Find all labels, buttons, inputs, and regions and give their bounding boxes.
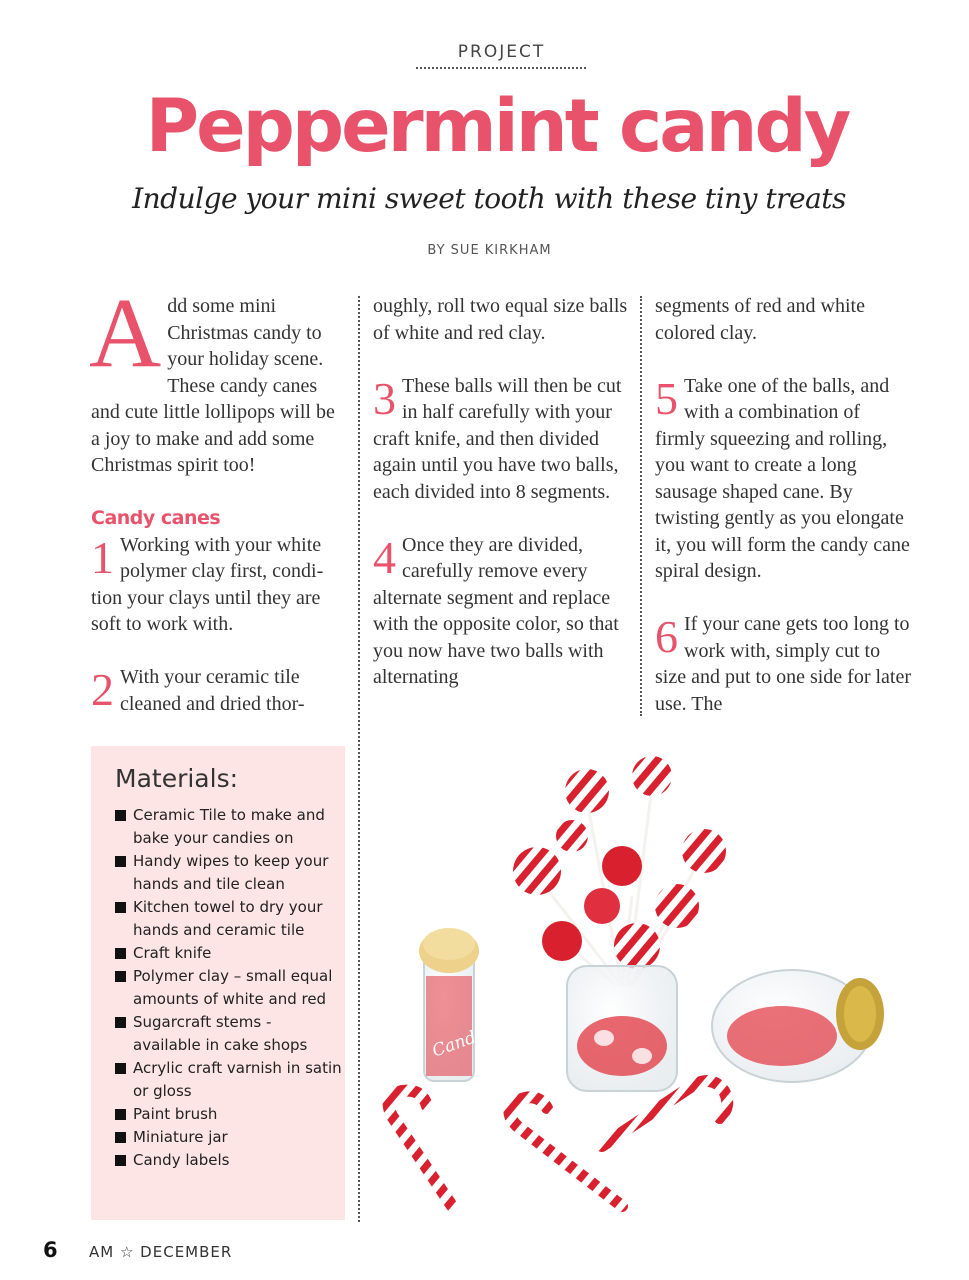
step-2-continued: oughly, roll two equal size balls of white and red clay.	[373, 295, 628, 344]
candy-photo	[372, 746, 932, 1220]
step-6	[655, 611, 913, 717]
materials-item: Handy wipes to keep your hands and tile clean	[114, 850, 343, 896]
section-rule	[416, 67, 586, 69]
step-3	[373, 373, 631, 506]
materials-item: Polymer clay – small equal amounts of white and red	[114, 965, 343, 1011]
step-4-continued: segments of red and white colored clay.	[655, 295, 865, 344]
materials-item: Paint brush	[114, 1103, 343, 1126]
center-jar	[567, 966, 677, 1091]
page-number: 6	[43, 1238, 58, 1262]
article-title: Peppermint candy	[145, 84, 849, 169]
step-1	[91, 532, 347, 638]
column-2	[373, 293, 631, 691]
step-number: 4	[373, 531, 396, 583]
materials-item: Miniature jar	[114, 1126, 343, 1149]
step-number: 1	[91, 531, 114, 583]
materials-item: Ceramic Tile to make and bake your candies on	[114, 804, 343, 850]
step-5	[655, 373, 913, 585]
step-text: With your ceramic tile cleaned and dried thor-	[120, 666, 305, 715]
drop-cap: A	[89, 277, 162, 388]
footer-text: AM ☆ DECEMBER	[89, 1243, 233, 1261]
step-text: These balls will then be cut in half carefully with your craft knife, and then divided again until you have two balls, each divided into 8 segments.	[373, 374, 622, 503]
lollipop	[614, 923, 660, 969]
intro-paragraph	[89, 277, 347, 479]
right-jar	[712, 970, 884, 1082]
lollipops	[513, 756, 726, 969]
step-number: 3	[373, 372, 396, 424]
step-number: 6	[655, 611, 678, 662]
article-subtitle: Indulge your mini sweet tooth with these tiny treats	[132, 182, 846, 215]
flower-lollipop	[584, 888, 620, 924]
section-heading: Candy canes	[91, 507, 221, 529]
materials-list	[114, 804, 343, 1172]
column-divider	[358, 296, 360, 1222]
candy-canes	[389, 1081, 728, 1206]
lollipop	[682, 829, 726, 873]
jar-label: Candy Cane	[429, 1007, 535, 1062]
column-divider	[640, 296, 642, 716]
intro-text: dd some mini Christmas candy to your holiday scene. These candy canes and cute little lollipops will be a joy to make and add some Christmas spirit too!	[91, 295, 335, 476]
lollipop	[513, 847, 561, 895]
step-4	[373, 532, 631, 691]
materials-box	[91, 746, 345, 1220]
lollipop	[556, 820, 588, 852]
column-3	[655, 293, 913, 717]
materials-title: Materials:	[115, 764, 239, 793]
step-2	[91, 664, 347, 717]
byline: BY SUE KIRKHAM	[427, 243, 552, 258]
section-label: PROJECT	[457, 42, 546, 62]
lollipop	[565, 769, 609, 813]
materials-item: Craft knife	[114, 942, 343, 965]
step-text: If your cane gets too long to work with, simply cut to size and put to one side for later use. The	[655, 613, 912, 715]
flower-lollipop	[542, 921, 582, 961]
materials-item: Candy labels	[114, 1149, 343, 1172]
materials-item: Kitchen towel to dry your hands and ceramic tile	[114, 896, 343, 942]
lollipop	[655, 884, 699, 928]
step-number: 2	[91, 664, 114, 715]
column-1	[89, 277, 347, 717]
materials-item: Sugarcraft stems - available in cake shops	[114, 1011, 343, 1057]
heart-lollipop	[602, 846, 642, 886]
lollipop	[632, 756, 672, 796]
step-number: 5	[655, 372, 678, 424]
step-text: Working with your white polymer clay first, condi-tion your clays until they are soft to work with.	[91, 533, 324, 635]
step-text: Take one of the balls, and with a combination of firmly squeezing and rolling, you want to create a long sausage shaped cane. By twisting gently as you elongate it, you will form the candy cane spiral design.	[655, 374, 910, 582]
step-text: Once they are divided, carefully remove every alternate segment and replace with the opposite color, so that you now have two balls with alternating	[373, 533, 619, 688]
left-bottle	[419, 928, 534, 1081]
materials-item: Acrylic craft varnish in satin or gloss	[114, 1057, 343, 1103]
